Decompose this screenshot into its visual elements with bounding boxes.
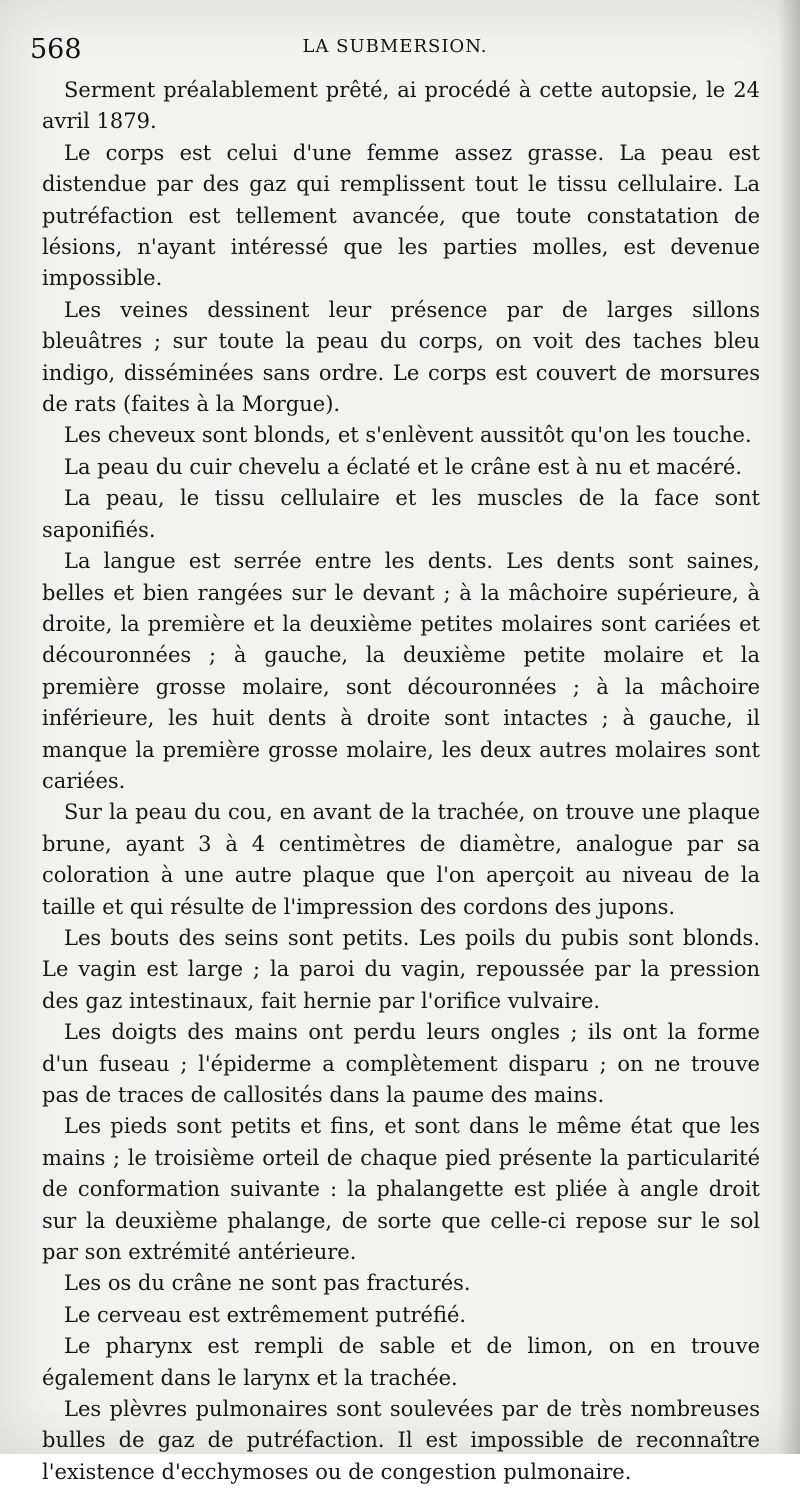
body-text [42,75,760,1488]
paragraph: Les veines dessinent leur présence par de larges sillons bleuâtres ; sur toute la peau du corps, on voit des taches bleu indigo, disséminées sans ordre. Le corps est couvert de morsures de rats (faites à la Morgue). [42,297,760,417]
paragraph: Les os du crâne ne sont pas fracturés. [64,1271,471,1296]
paragraph: La peau du cuir chevelu a éclaté et le crâne est à nu et macéré. [64,454,743,479]
paragraph: Les plèvres pulmonaires sont soulevées par de très nombreuses bulles de gaz de putréfaction. Il est impossible de reconnaître l'existence d'ecchymoses ou de congestion pulmonaire. [42,1397,760,1484]
paragraph: La langue est serrée entre les dents. Les dents sont saines, belles et bien rangées sur le devant ; à la mâchoire supérieure, à droite, la première et la deuxième petites molaires sont cariées et découronnées ; à gauche, la deuxième petite molaire et la première grosse molaire, sont découronnées ; à la mâchoire inférieure, les huit dents à droite sont intactes ; à gauche, il manque la première grosse molaire, les deux autres molaires sont cariées. [42,549,760,793]
paragraph: Le pharynx est rempli de sable et de limon, on en trouve également dans le larynx et la trachée. [42,1334,760,1390]
paragraph: Les cheveux sont blonds, et s'enlèvent aussitôt qu'on les touche. [64,423,752,448]
paragraph: Le cerveau est extrêmement putréfié. [64,1302,467,1327]
paragraph: Serment préalablement prêté, ai procédé à cette autopsie, le 24 avril 1879. [42,78,760,134]
running-title: LA SUBMERSION. [302,36,488,57]
page-edge-shadow [778,0,800,1454]
paragraph: Les bouts des seins sont petits. Les poils du pubis sont blonds. Le vagin est large ; la paroi du vagin, repoussée par la pression des gaz intestinaux, fait hernie par l'orifice vulvaire. [42,925,760,1013]
page-number: 568 [30,34,82,65]
paragraph: Les doigts des mains ont perdu leurs ongles ; ils ont la forme d'un fuseau ; l'épiderme a complètement disparu ; on ne trouve pas de traces de callosités dans la paume des mains. [42,1020,760,1107]
paragraph: Sur la peau du cou, en avant de la trachée, on trouve une plaque brune, ayant 3 à 4 centimètres de diamètre, analogue par sa coloration à une autre plaque que l'on aperçoit au niveau de la taille et qui résulte de l'impression des cordons des jupons. [42,800,760,919]
paragraph: Les pieds sont petits et fins, et sont dans le même état que les mains ; le troisième orteil de chaque pied présente la particularité de conformation suivante : la phalangette est pliée à angle droit sur la deuxième phalange, de sorte que celle-ci repose sur le sol par son extrémité antérieure. [42,1114,760,1265]
paragraph: La peau, le tissu cellulaire et les muscles de la face sont saponifiés. [42,486,760,542]
paragraph: Le corps est celui d'une femme assez grasse. La peau est distendue par des gaz qui remplissent tout le tissu cellulaire. La putréfaction est tellement avancée, que toute constatation de lésions, n'ayant intéressé que les parties molles, est devenue impossible. [42,140,760,291]
page-header [30,30,760,70]
